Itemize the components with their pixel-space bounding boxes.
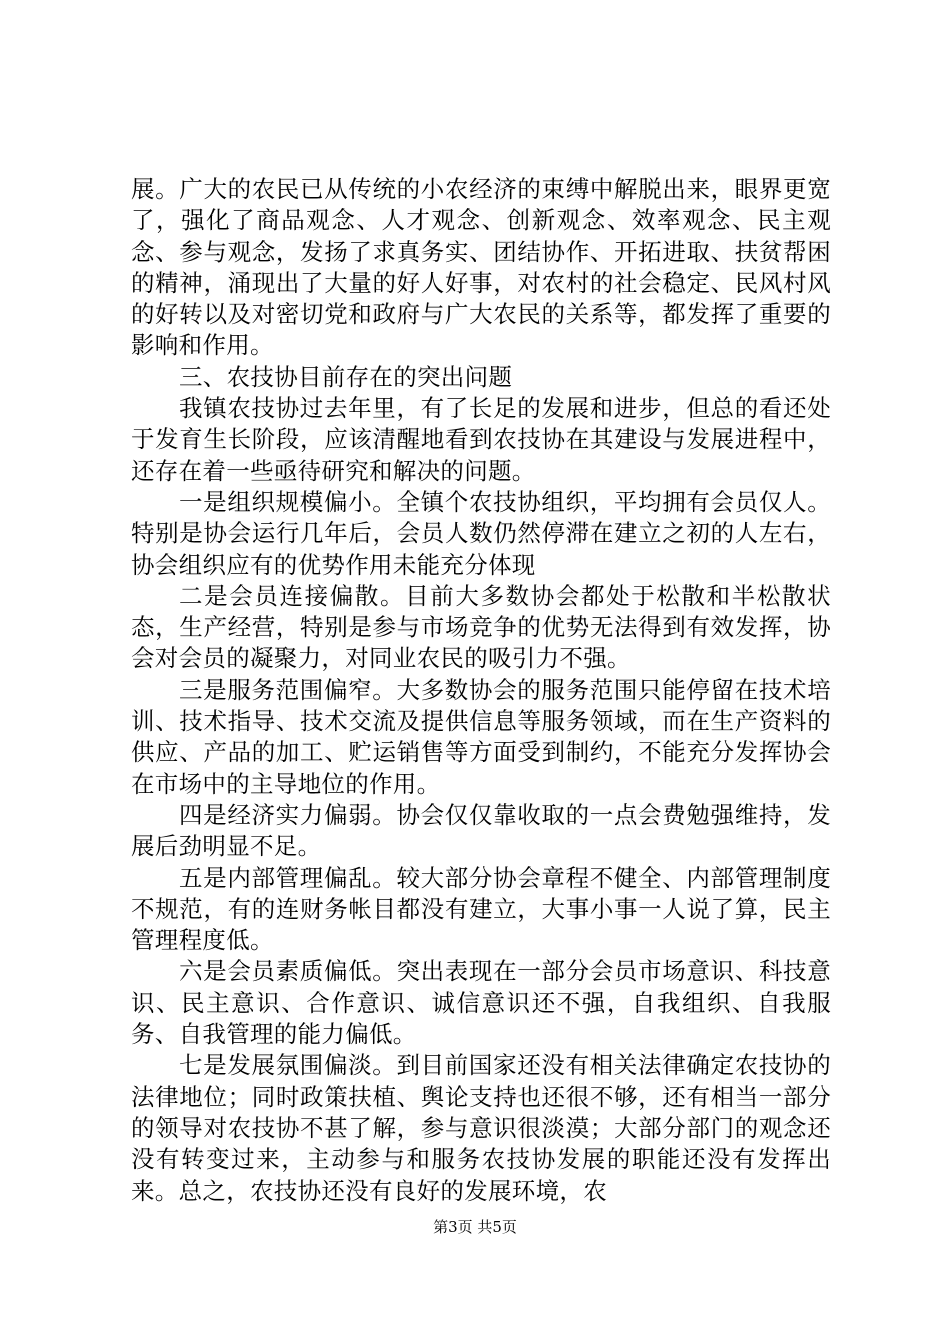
page-number-footer: 第3页 共5页: [433, 1218, 517, 1236]
paragraph: 我镇农技协过去年里，有了长足的发展和进步，但总的看还处于发育生长阶段，应该清醒地看到农技协在其建设与发展进程中，还存在着一些亟待研究和解决的问题。: [131, 394, 831, 485]
paragraph-problem-2: 二是会员连接偏散。目前大多数协会都处于松散和半松散状态，生产经营，特别是参与市场竞争的优势无法得到有效发挥，协会对会员的凝聚力，对同业农民的吸引力不强。: [131, 581, 831, 673]
paragraph-problem-4: 四是经济实力偏弱。协会仅仅靠收取的一点会费勉强维持，发展后劲明显不足。: [131, 800, 831, 861]
paragraph-problem-1: 一是组织规模偏小。全镇个农技协组织，平均拥有会员仅人。特别是协会运行几年后，会员人数仍然停滞在建立之初的人左右，协会组织应有的优势作用未能充分体现: [131, 487, 831, 579]
paragraph-continuation: 展。广大的农民已从传统的小农经济的束缚中解脱出来，眼界更宽了，强化了商品观念、人才观念、创新观念、效率观念、民主观念、参与观念，发扬了求真务实、团结协作、开拓进取、扶贫帮困的精神，涌现出了大量的好人好事，对农村的社会稳定、民风村风的好转以及对密切党和政府与广大农民的关系等，都发挥了重要的影响和作用。: [131, 175, 831, 360]
paragraph-problem-7: 七是发展氛围偏淡。到目前国家还没有相关法律确定农技协的法律地位；同时政策扶植、舆论支持也还很不够，还有相当一部分的领导对农技协不甚了解，参与意识很淡漠；大部分部门的观念还没有转变过来，主动参与和服务农技协发展的职能还没有发挥出来。总之，农技协还没有良好的发展环境，农: [131, 1051, 831, 1205]
paragraph-problem-6: 六是会员素质偏低。突出表现在一部分会员市场意识、科技意识、民主意识、合作意识、诚信意识还不强，自我组织、自我服务、自我管理的能力偏低。: [131, 957, 831, 1049]
section-heading: 三、农技协目前存在的突出问题: [179, 362, 513, 391]
paragraph-problem-5: 五是内部管理偏乱。较大部分协会章程不健全、内部管理制度不规范，有的连财务帐目都没有建立，大事小事一人说了算，民主管理程度低。: [131, 863, 831, 955]
paragraph-problem-3: 三是服务范围偏窄。大多数协会的服务范围只能停留在技术培训、技术指导、技术交流及提供信息等服务领域，而在生产资料的供应、产品的加工、贮运销售等方面受到制约，不能充分发挥协会在市场中的主导地位的作用。: [131, 675, 831, 798]
document-body: [131, 174, 831, 1207]
